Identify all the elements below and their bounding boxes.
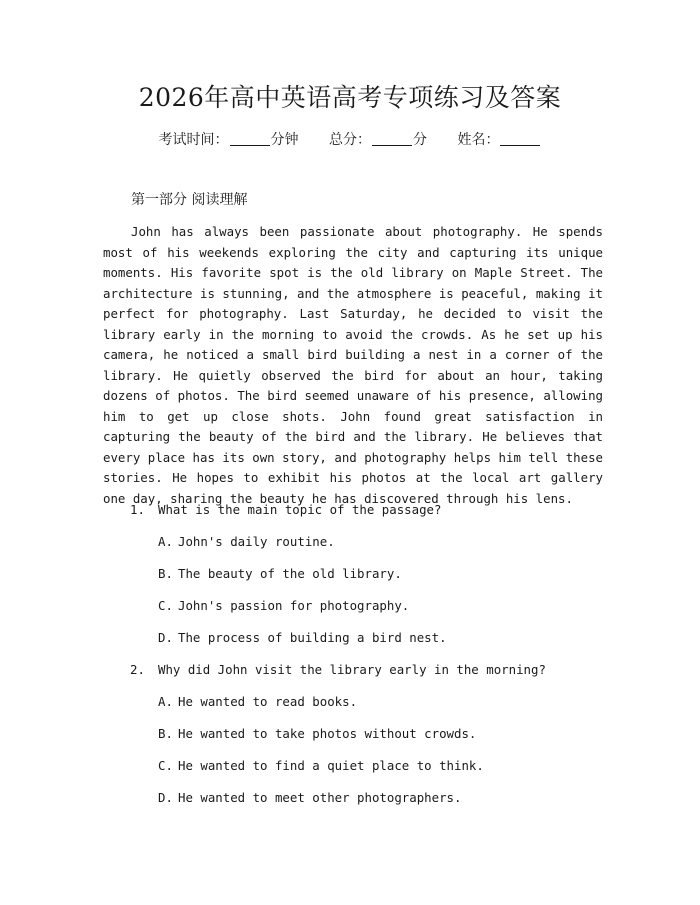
question-list [103,500,623,820]
option-letter: D. [158,790,173,805]
reading-passage: John has always been passionate about photography. He spends most of his weekends exploring the city and capturing its unique moments. His favorite spot is the old library on Maple Street. The architecture is stunning, and the atmosphere is peaceful, making it perfect for photography. Last Saturday, he decided to visit the library early in the morning to avoid the crowds. As he set up his camera, he noticed a small bird building a nest in a corner of the library. He quietly observed the bird for about an hour, taking dozens of photos. The bird seemed unaware of his presence, allowing him to get up close shots. John found great satisfaction in capturing the beauty of the bird and the library. He believes that every place has its own story, and photography helps him tell these stories. He hopes to exhibit his photos at the local art gallery one day, sharing the beauty he has discovered through his lens. [103,224,603,506]
option-letter: D. [158,630,173,645]
option-text: John's passion for photography. [178,598,410,613]
question-number: 2. [130,662,145,677]
total-score-field [329,130,427,150]
option-text: He wanted to take photos without crowds. [178,726,477,741]
option-b [103,724,623,756]
option-letter: C. [158,598,173,613]
option-a [103,532,623,564]
question-2 [103,660,623,820]
question-text: Why did John visit the library early in the morning? [158,662,546,677]
question-stem [103,660,623,692]
option-text: The process of building a bird nest. [178,630,447,645]
document-title: 2026年高中英语高考专项练习及答案 [138,83,562,112]
exam-meta-line [0,130,700,150]
exam-time-blank[interactable] [230,131,270,146]
student-name-blank[interactable] [500,131,540,146]
option-text: John's daily routine. [178,534,335,549]
total-score-blank[interactable] [372,131,412,146]
exam-time-label: 考试时间： [158,132,229,148]
option-letter: A. [158,534,173,549]
total-score-unit: 分 [413,132,427,148]
total-score-label: 总分： [329,132,371,148]
option-letter: B. [158,566,173,581]
option-c [103,756,623,788]
question-1 [103,500,623,660]
option-letter: C. [158,758,173,773]
option-letter: A. [158,694,173,709]
option-b [103,564,623,596]
option-text: The beauty of the old library. [178,566,402,581]
section-title: 第一部分 阅读理解 [131,192,248,208]
question-text: What is the main topic of the passage? [158,502,442,517]
option-text: He wanted to read books. [178,694,358,709]
student-name-label: 姓名： [457,132,500,148]
exam-time-field [159,130,299,150]
option-text: He wanted to meet other photographers. [178,790,462,805]
question-stem [103,500,623,532]
option-a [103,692,623,724]
option-letter: B. [158,726,173,741]
question-number: 1. [130,502,145,517]
exam-time-unit: 分钟 [270,132,299,148]
option-text: He wanted to find a quiet place to think. [178,758,484,773]
student-name-field [457,130,541,150]
option-d [103,788,623,820]
option-d [103,628,623,660]
option-c [103,596,623,628]
